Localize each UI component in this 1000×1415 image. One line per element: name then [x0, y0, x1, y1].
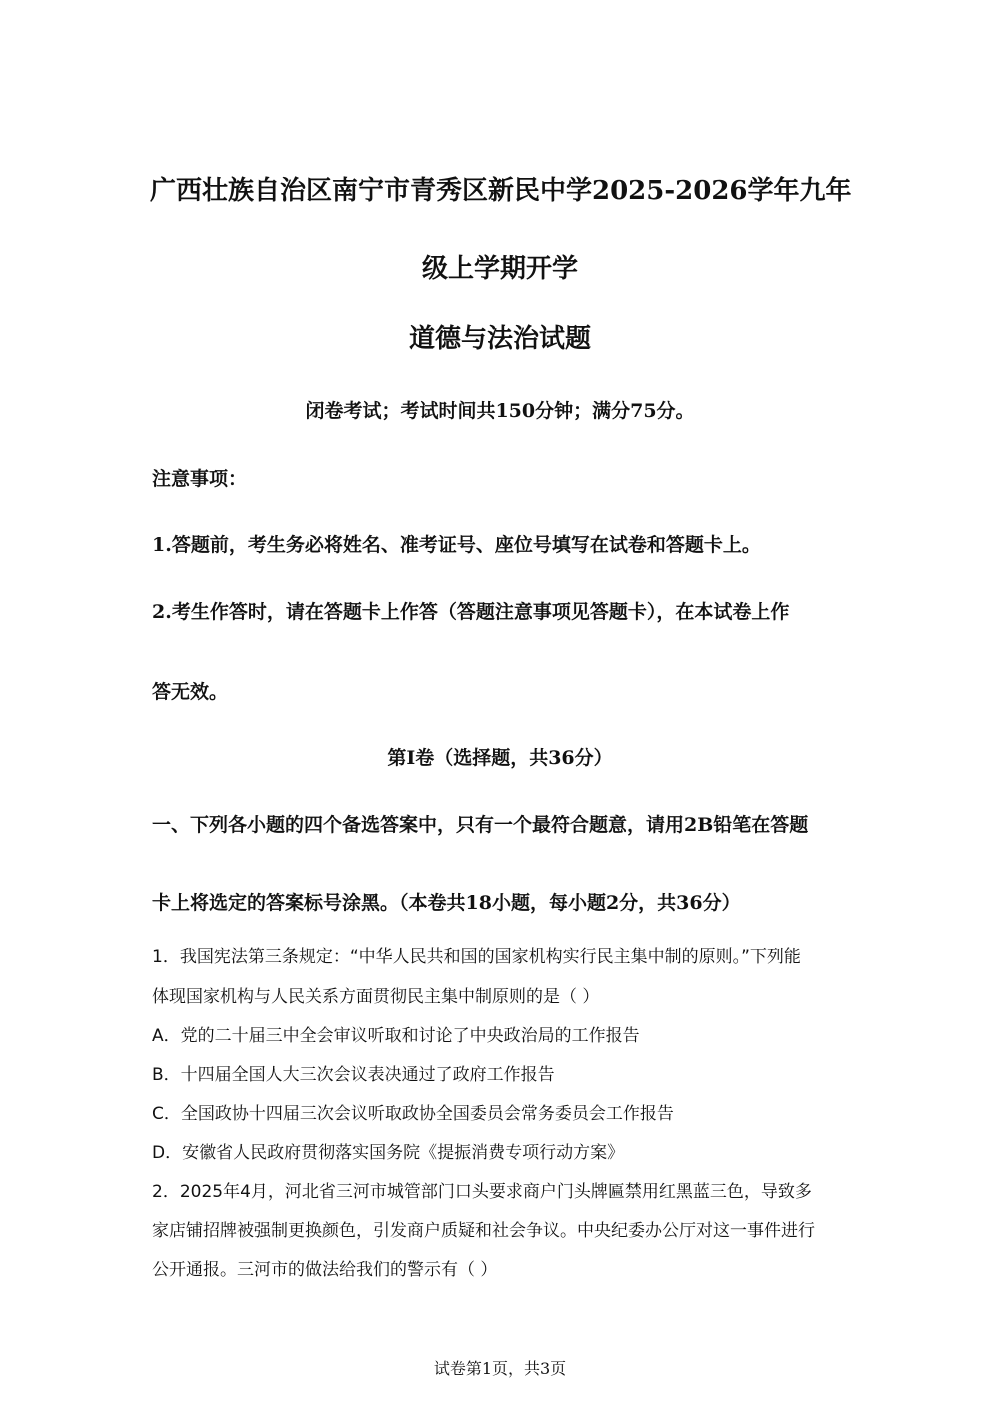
question-1-option-d: D．安徽省人民政府贯彻落实国务院《提振消费专项行动方案》 — [152, 1143, 625, 1163]
notes-heading: 注意事项： — [152, 468, 248, 490]
section-instruction-line-1: 一、下列各小题的四个备选答案中，只有一个最符合题意，请用2B铅笔在答题 — [152, 814, 809, 836]
note-item-1: 1.答题前，考生务必将姓名、准考证号、座位号填写在试卷和答题卡上。 — [152, 534, 761, 556]
question-1-option-a: A．党的二十届三中全会审议听取和讨论了中央政治局的工作报告 — [152, 1026, 640, 1046]
question-2-stem-line-3: 公开通报。三河市的做法给我们的警示有（ ） — [152, 1260, 498, 1280]
exam-title-line-1: 广西壮族自治区南宁市青秀区新民中学2025-2026学年九年 — [150, 176, 852, 206]
exam-info: 闭卷考试；考试时间共150分钟；满分75分。 — [305, 400, 695, 422]
note-item-2-line-2: 答无效。 — [152, 681, 229, 703]
question-1-option-b: B．十四届全国人大三次会议表决通过了政府工作报告 — [152, 1065, 555, 1085]
note-item-2-line-1: 2.考生作答时，请在答题卡上作答（答题注意事项见答题卡），在本试卷上作 — [152, 601, 790, 623]
question-1-stem-line-1: 1．我国宪法第三条规定：“中华人民共和国的国家机构实行民主集中制的原则。”下列能 — [152, 947, 801, 967]
question-1-option-c: C．全国政协十四届三次会议听取政协全国委员会常务委员会工作报告 — [152, 1104, 674, 1124]
question-2-stem-line-2: 家店铺招牌被强制更换颜色，引发商户质疑和社会争议。中央纪委办公厅对这一事件进行 — [152, 1221, 815, 1241]
question-1-stem-line-2: 体现国家机构与人民关系方面贯彻民主集中制原则的是（ ） — [152, 987, 600, 1007]
volume-title: 第Ⅰ卷（选择题，共36分） — [387, 747, 613, 769]
exam-subject-title: 道德与法治试题 — [408, 324, 591, 354]
section-instruction-line-2: 卡上将选定的答案标号涂黑。（本卷共18小题，每小题2分，共36分） — [152, 892, 741, 914]
question-2-stem-line-1: 2．2025年4月，河北省三河市城管部门口头要求商户门头牌匾禁用红黑蓝三色，导致多 — [152, 1182, 812, 1202]
page-footer: 试卷第1页，共3页 — [433, 1359, 567, 1378]
exam-title-line-2: 级上学期开学 — [421, 254, 578, 284]
